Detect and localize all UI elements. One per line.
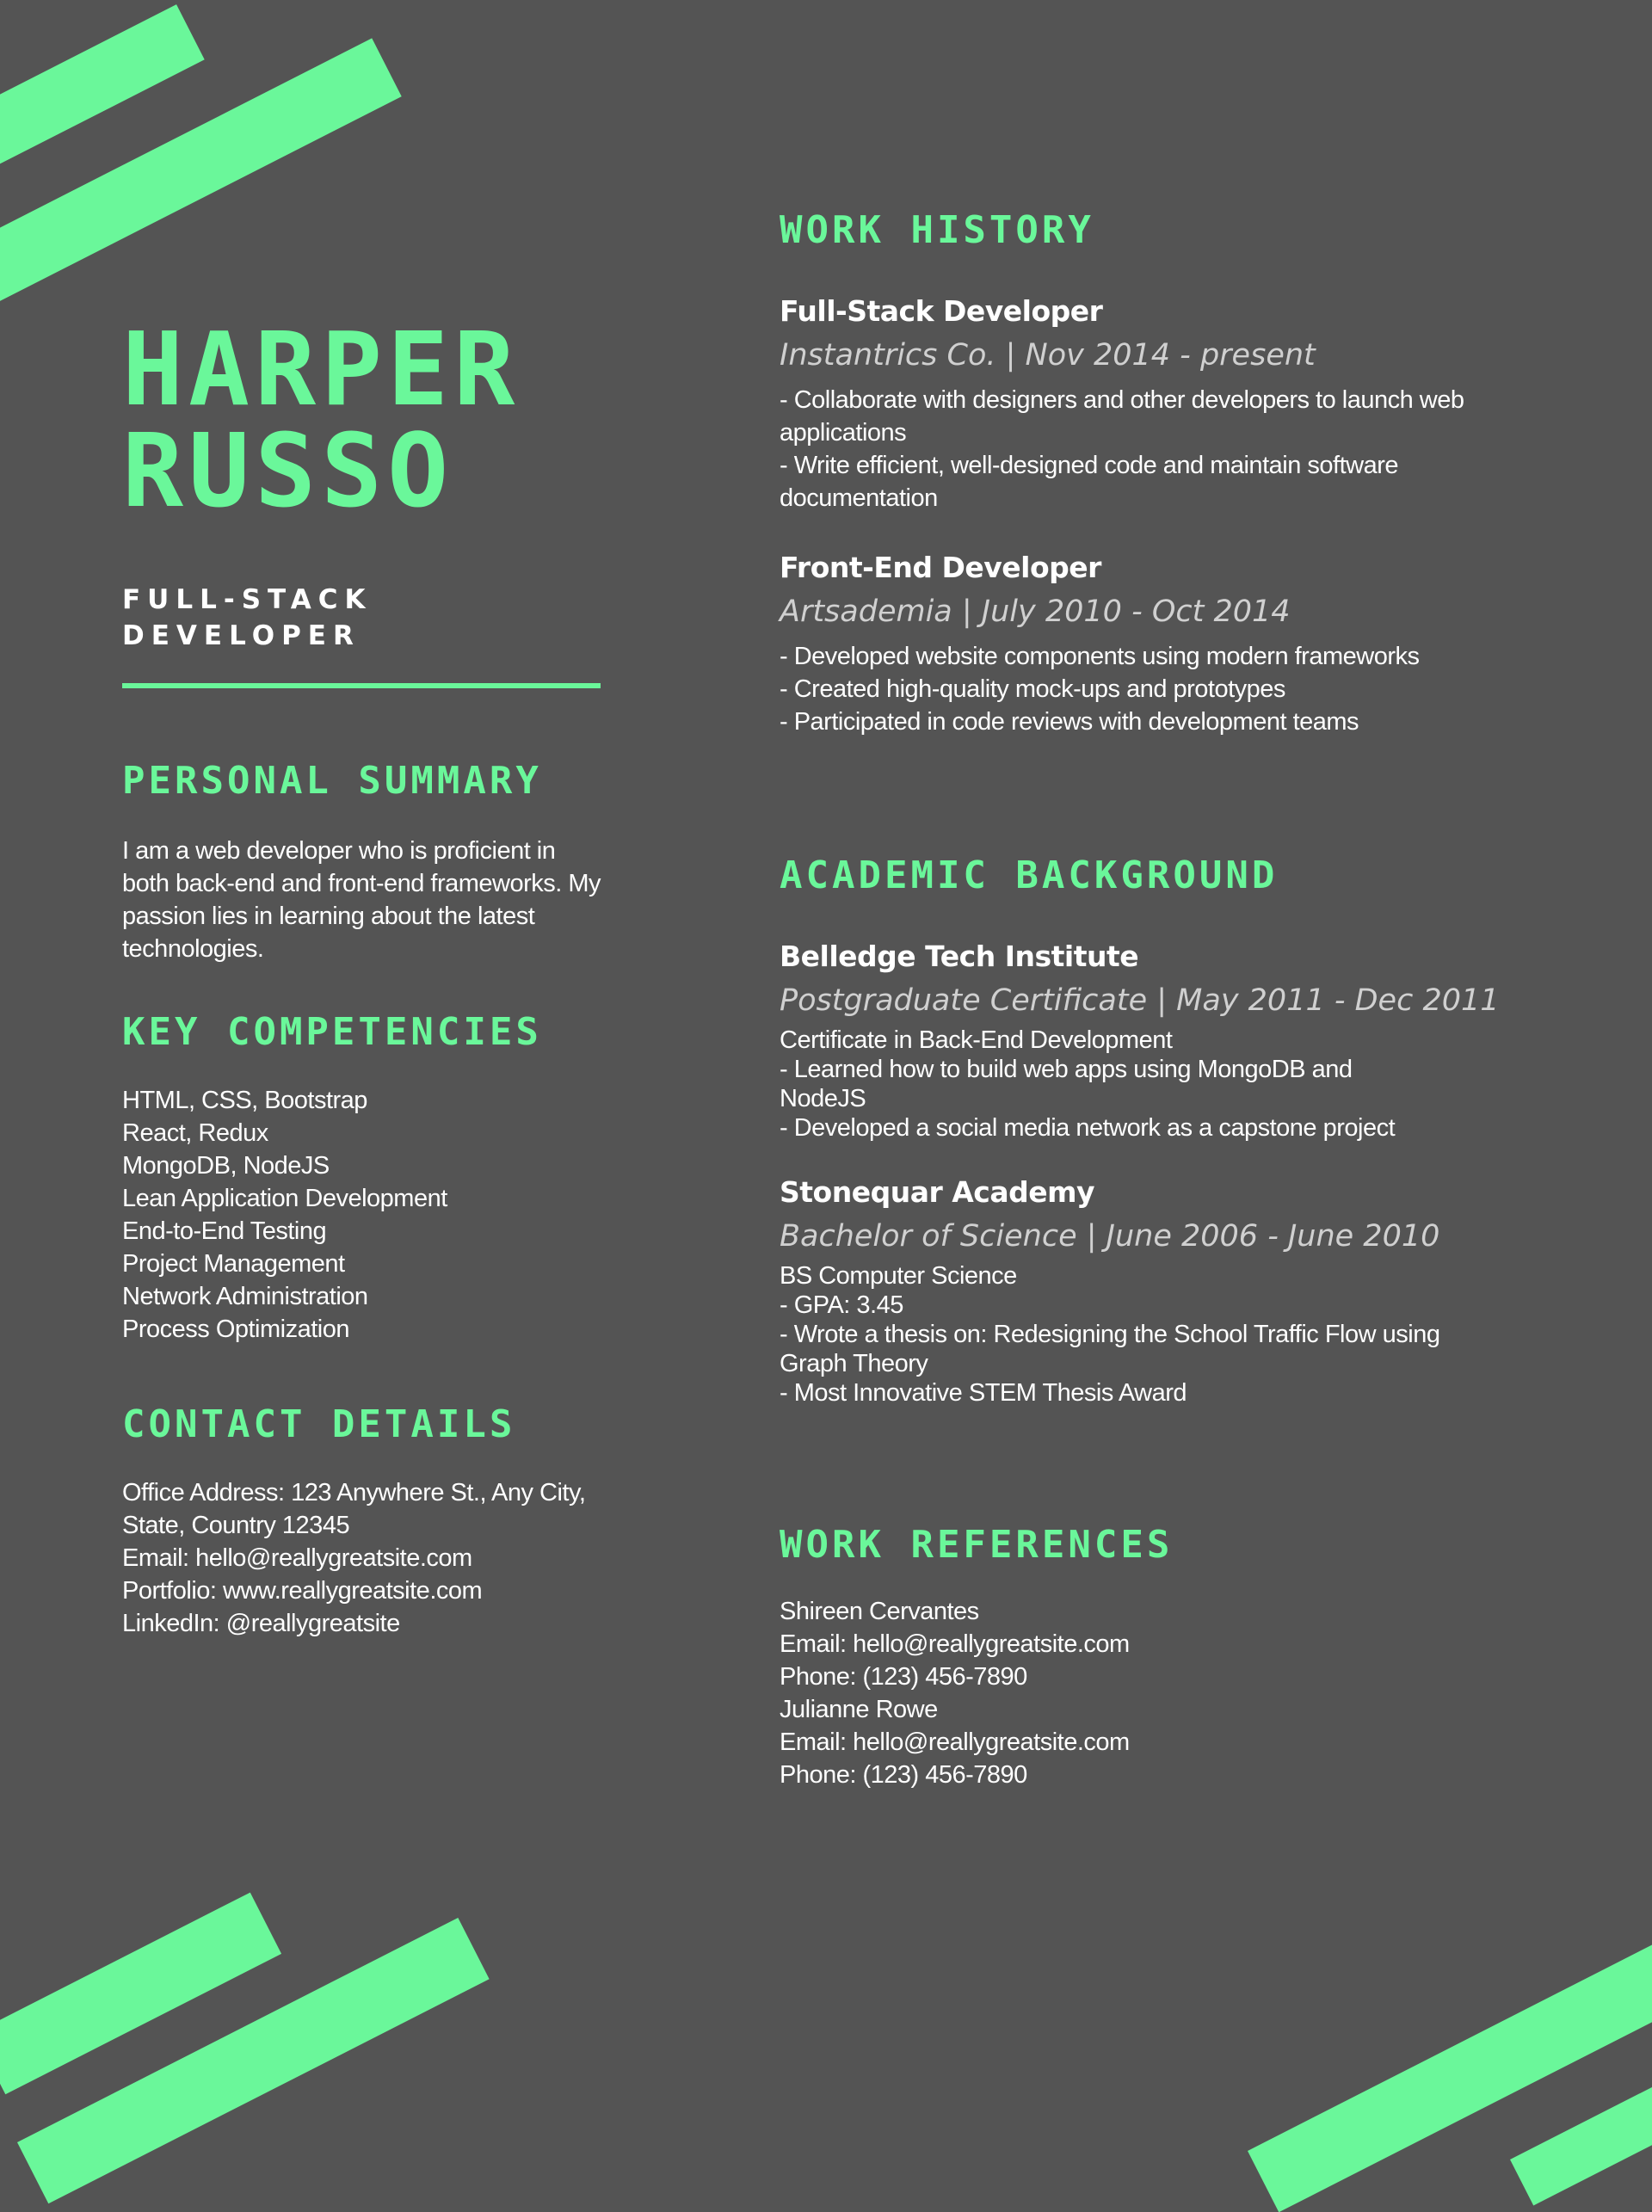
job-title: Front-End Developer <box>780 551 1101 584</box>
job-entry <box>780 293 1554 514</box>
school-entry <box>780 1174 1554 1408</box>
name-divider <box>122 683 601 688</box>
job-title: Full-Stack Developer <box>780 294 1103 328</box>
job-detail-line: - Collaborate with designers and other developers to launch web applications <box>780 386 1464 447</box>
role-line-1: FULL-STACK <box>122 584 373 615</box>
reference-line: Julianne Rowe <box>780 1696 938 1723</box>
competency-item: Project Management <box>122 1250 345 1278</box>
job-meta: Instantrics Co. | Nov 2014 - present <box>780 338 1316 373</box>
references-list <box>780 1595 1554 1791</box>
reference-line: Shireen Cervantes <box>780 1598 979 1625</box>
school-detail-line: - Developed a social media network as a capstone project <box>780 1114 1396 1142</box>
contact-email: Email: hello@reallygreatsite.com <box>122 1544 472 1572</box>
school-name: Belledge Tech Institute <box>780 940 1139 973</box>
candidate-name <box>122 310 604 530</box>
work-history-heading: WORK HISTORY <box>780 208 1094 252</box>
competency-item: End-to-End Testing <box>122 1217 327 1245</box>
name-first: HARPER <box>122 310 521 428</box>
job-detail-line: - Created high-quality mock-ups and prototypes <box>780 675 1285 703</box>
job-details <box>780 384 1537 514</box>
school-meta: Postgraduate Certificate | May 2011 - Dec 2011 <box>780 983 1500 1018</box>
job-role <box>122 582 398 654</box>
job-entry <box>780 549 1554 738</box>
job-details <box>780 640 1537 738</box>
references-heading: WORK REFERENCES <box>780 1523 1174 1567</box>
school-details <box>780 1261 1502 1408</box>
school-detail-line: - GPA: 3.45 <box>780 1291 903 1319</box>
school-detail-line: Certificate in Back-End Development <box>780 1026 1173 1054</box>
contact-heading: CONTACT DETAILS <box>122 1402 516 1446</box>
job-detail-line: - Developed website components using modern frameworks <box>780 643 1420 670</box>
name-last: RUSSO <box>122 411 454 530</box>
school-meta: Bachelor of Science | June 2006 - June 2010 <box>780 1219 1440 1254</box>
competency-item: MongoDB, NodeJS <box>122 1152 330 1180</box>
reference-line: Phone: (123) 456-7890 <box>780 1761 1027 1789</box>
school-detail-line: - Learned how to build web apps using MongoDB and NodeJS <box>780 1056 1353 1112</box>
job-meta: Artsademia | July 2010 - Oct 2014 <box>780 595 1291 629</box>
school-name: Stonequar Academy <box>780 1175 1095 1209</box>
contact-address: Office Address: 123 Anywhere St., Any City, State, Country 12345 <box>122 1479 586 1539</box>
competency-item: React, Redux <box>122 1119 268 1147</box>
reference-line: Phone: (123) 456-7890 <box>780 1663 1027 1691</box>
job-detail-line: - Write efficient, well-designed code and maintain software documentation <box>780 452 1398 512</box>
competency-item: Lean Application Development <box>122 1185 447 1212</box>
school-detail-line: BS Computer Science <box>780 1262 1017 1290</box>
competency-item: Process Optimization <box>122 1315 349 1343</box>
reference-line: Email: hello@reallygreatsite.com <box>780 1728 1130 1756</box>
left-column <box>122 310 604 1640</box>
competency-item: HTML, CSS, Bootstrap <box>122 1087 367 1114</box>
role-line-2: DEVELOPER <box>122 620 361 651</box>
contact-details <box>122 1476 604 1640</box>
personal-summary-heading: PERSONAL SUMMARY <box>122 759 542 803</box>
competencies-list <box>122 1084 604 1346</box>
school-detail-line: - Wrote a thesis on: Redesigning the School Traffic Flow using Graph Theory <box>780 1321 1440 1377</box>
contact-portfolio: Portfolio: www.reallygreatsite.com <box>122 1577 483 1605</box>
school-detail-line: - Most Innovative STEM Thesis Award <box>780 1379 1187 1407</box>
competency-item: Network Administration <box>122 1283 368 1310</box>
academic-heading: ACADEMIC BACKGROUND <box>780 853 1279 897</box>
school-details <box>780 1026 1416 1143</box>
school-entry <box>780 938 1554 1143</box>
reference-line: Email: hello@reallygreatsite.com <box>780 1630 1130 1658</box>
contact-linkedin: LinkedIn: @reallygreatsite <box>122 1610 400 1637</box>
job-detail-line: - Participated in code reviews with development teams <box>780 708 1359 736</box>
right-column <box>780 206 1554 1791</box>
personal-summary-text: I am a web developer who is proficient in both back-end and front-end frameworks. My passion lies in learning about the latest technologies. <box>122 837 601 963</box>
competencies-heading: KEY COMPETENCIES <box>122 1010 542 1054</box>
